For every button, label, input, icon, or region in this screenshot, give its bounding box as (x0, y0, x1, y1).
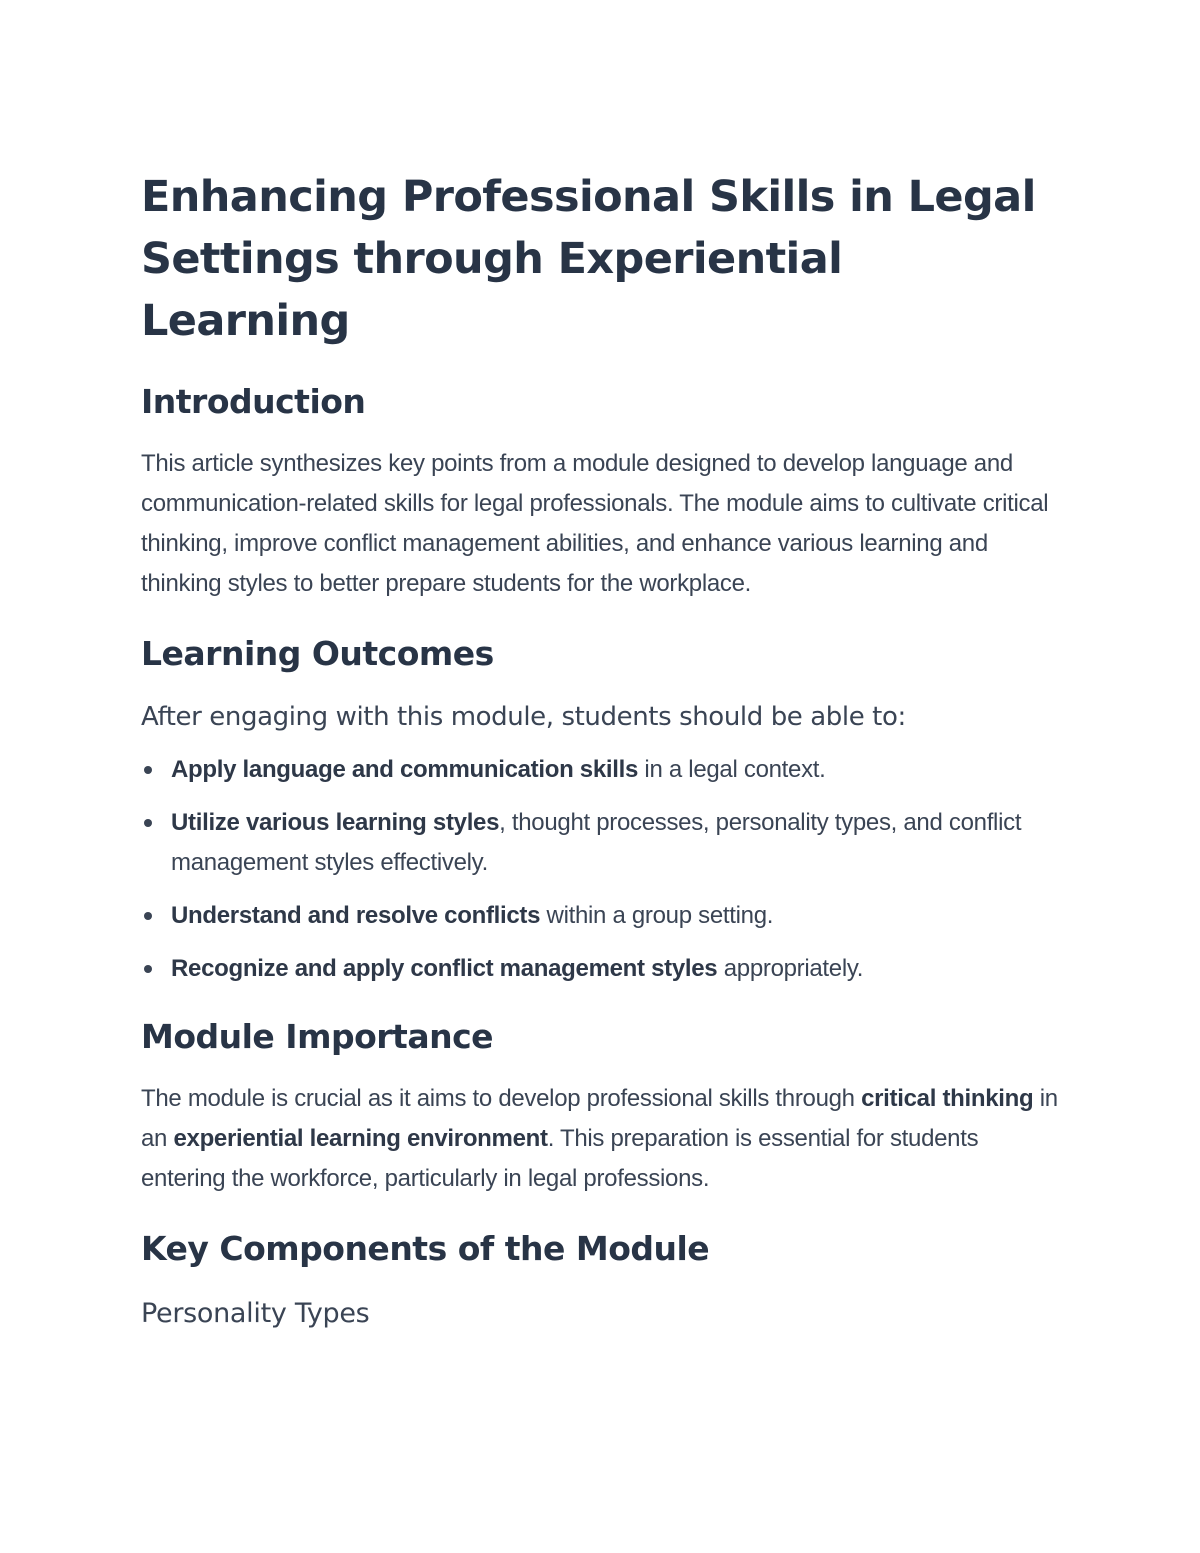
list-item-text: in a legal context. (638, 756, 826, 783)
learning-outcomes-list (141, 750, 1061, 989)
list-item-bold: Utilize various learning styles (171, 809, 500, 836)
personality-types-subheading: Personality Types (141, 1298, 370, 1329)
list-item-bold: Recognize and apply conflict management styles (171, 955, 718, 982)
list-item (141, 803, 1061, 883)
list-item-text: , thought processes, personality types, and conflict management styles effectively. (171, 809, 1022, 876)
bullet-icon (144, 766, 152, 774)
list-item-text: within a group setting. (540, 902, 774, 929)
paragraph-text: . This preparation is essential for students entering the workforce, particularly in legal professions. (141, 1125, 979, 1192)
document-title: Enhancing Professional Skills in Legal Settings through Experiential Learning (141, 172, 1036, 346)
module-importance-paragraph (141, 1079, 1061, 1199)
bullet-icon (144, 819, 152, 827)
learning-outcomes-heading: Learning Outcomes (141, 634, 494, 673)
key-components-heading: Key Components of the Module (141, 1229, 710, 1268)
paragraph-bold: critical thinking (861, 1085, 1034, 1112)
module-importance-heading: Module Importance (141, 1017, 494, 1056)
list-item-bold: Understand and resolve conflicts (171, 902, 541, 929)
list-item (141, 896, 1061, 936)
learning-outcomes-lead: After engaging with this module, students should be able to: (141, 702, 906, 732)
paragraph-text: in an (141, 1085, 1058, 1152)
paragraph-text: The module is crucial as it aims to develop professional skills through (141, 1085, 862, 1112)
introduction-paragraph: This article synthesizes key points from a module designed to develop language and communication-related skills for legal professionals. The module aims to cultivate critical thinking, improve conflict management abilities, and enhance various learning and thinking styles to better prepare students for the workplace. (141, 450, 1049, 597)
paragraph-bold: experiential learning environment (173, 1125, 548, 1152)
introduction-heading: Introduction (141, 382, 366, 421)
document-page (141, 166, 1061, 1333)
list-item-text: appropriately. (717, 955, 864, 982)
bullet-icon (144, 965, 152, 973)
list-item-bold: Apply language and communication skills (171, 756, 639, 783)
list-item (141, 949, 1061, 989)
bullet-icon (144, 912, 152, 920)
list-item (141, 750, 1061, 790)
